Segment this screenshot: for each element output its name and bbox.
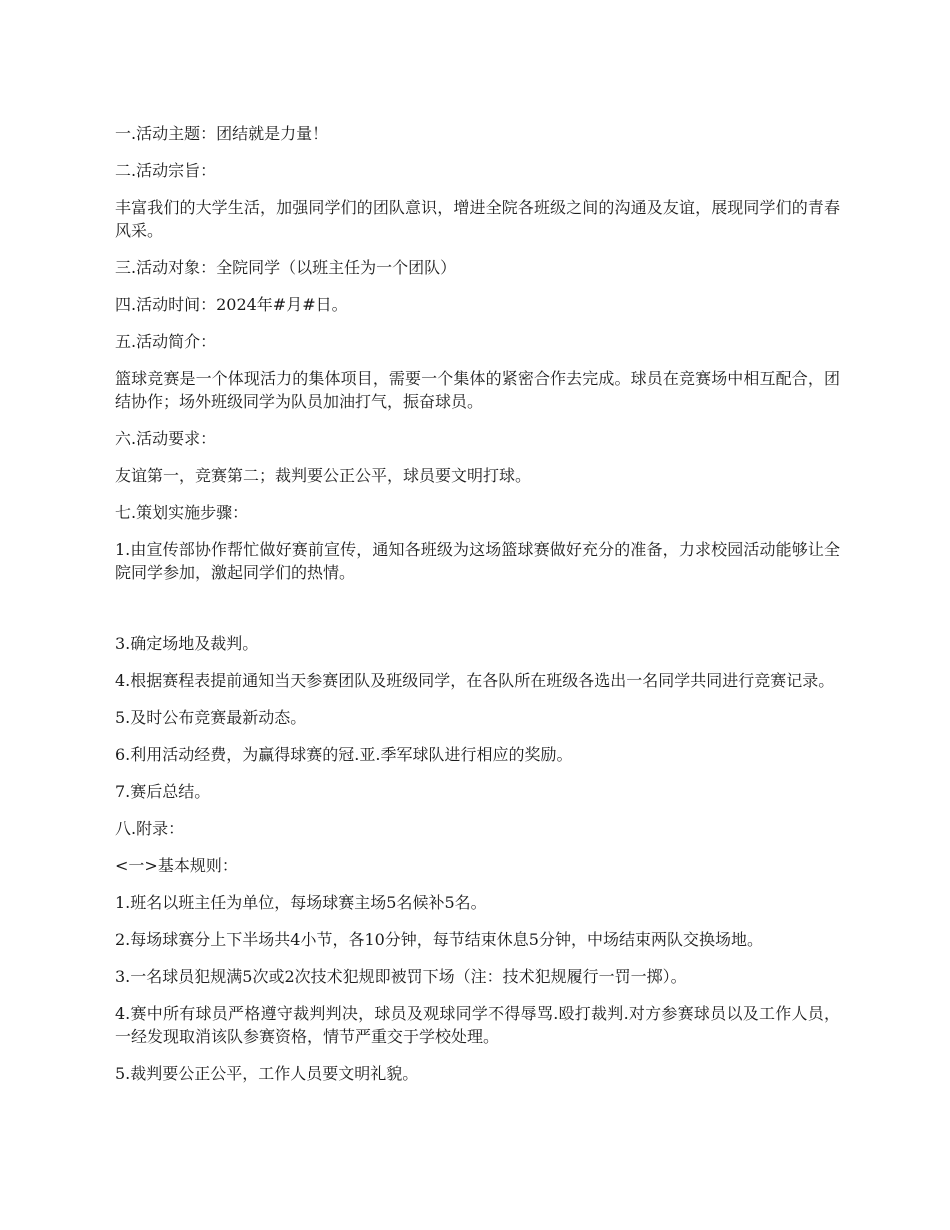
step-item: 1.由宣传部协作帮忙做好赛前宣传，通知各班级为这场篮球赛做好充分的准备，力求校园活动能够让全院同学参加，激起同学们的热情。: [115, 540, 840, 582]
section-appendix-heading: 八.附录：: [115, 819, 185, 838]
step-item: 7.赛后总结。: [115, 782, 211, 801]
rule-item: 5.裁判要公正公平，工作人员要文明礼貌。: [115, 1064, 419, 1083]
step-item: 5.及时公布竞赛最新动态。: [115, 708, 307, 727]
intro-text: 篮球竞赛是一个体现活力的集体项目，需要一个集体的紧密合作去完成。球员在竞赛场中相互配合，团结协作；场外班级同学为队员加油打气，振奋球员。: [115, 369, 840, 411]
section-audience: 三.活动对象：全院同学（以班主任为一个团队）: [115, 258, 457, 277]
step-item: 6.利用活动经费，为赢得球赛的冠.亚.季军球队进行相应的奖励。: [115, 745, 573, 764]
requirements-text: 友谊第一，竞赛第二；裁判要公正公平，球员要文明打球。: [115, 466, 532, 485]
blank-space: [115, 598, 840, 632]
rule-item: 2.每场球赛分上下半场共4小节，各10分钟，每节结束休息5分钟，中场结束两队交换场地。: [115, 930, 763, 949]
section-purpose-heading: 二.活动宗旨：: [115, 161, 217, 180]
step-item: 4.根据赛程表提前通知当天参赛团队及班级同学，在各队所在班级各选出一名同学共同进行竞赛记录。: [115, 671, 835, 690]
rule-item: 4.赛中所有球员严格遵守裁判判决，球员及观球同学不得辱骂.殴打裁判.对方参赛球员以及工作人员，一经发现取消该队参赛资格，情节严重交于学校处理。: [115, 1004, 840, 1046]
section-theme: 一.活动主题：团结就是力量！: [115, 124, 329, 143]
rule-item: 1.班名以班主任为单位，每场球赛主场5名候补5名。: [115, 893, 487, 912]
purpose-text: 丰富我们的大学生活，加强同学们的团队意识，增进全院各班级之间的沟通及友谊，展现同学们的青春风采。: [115, 198, 840, 240]
rule-item: 3.一名球员犯规满5次或2次技术犯规即被罚下场（注：技术犯规履行一罚一掷）。: [115, 967, 687, 986]
section-time: 四.活动时间：2024年#月#日。: [115, 295, 348, 314]
section-intro-heading: 五.活动简介：: [115, 332, 217, 351]
rules-heading: <一>基本规则：: [115, 856, 238, 875]
section-steps-heading: 七.策划实施步骤：: [115, 503, 249, 522]
step-item: 3.确定场地及裁判。: [115, 634, 259, 653]
section-requirements-heading: 六.活动要求：: [115, 429, 217, 448]
document-body: [115, 122, 840, 1099]
